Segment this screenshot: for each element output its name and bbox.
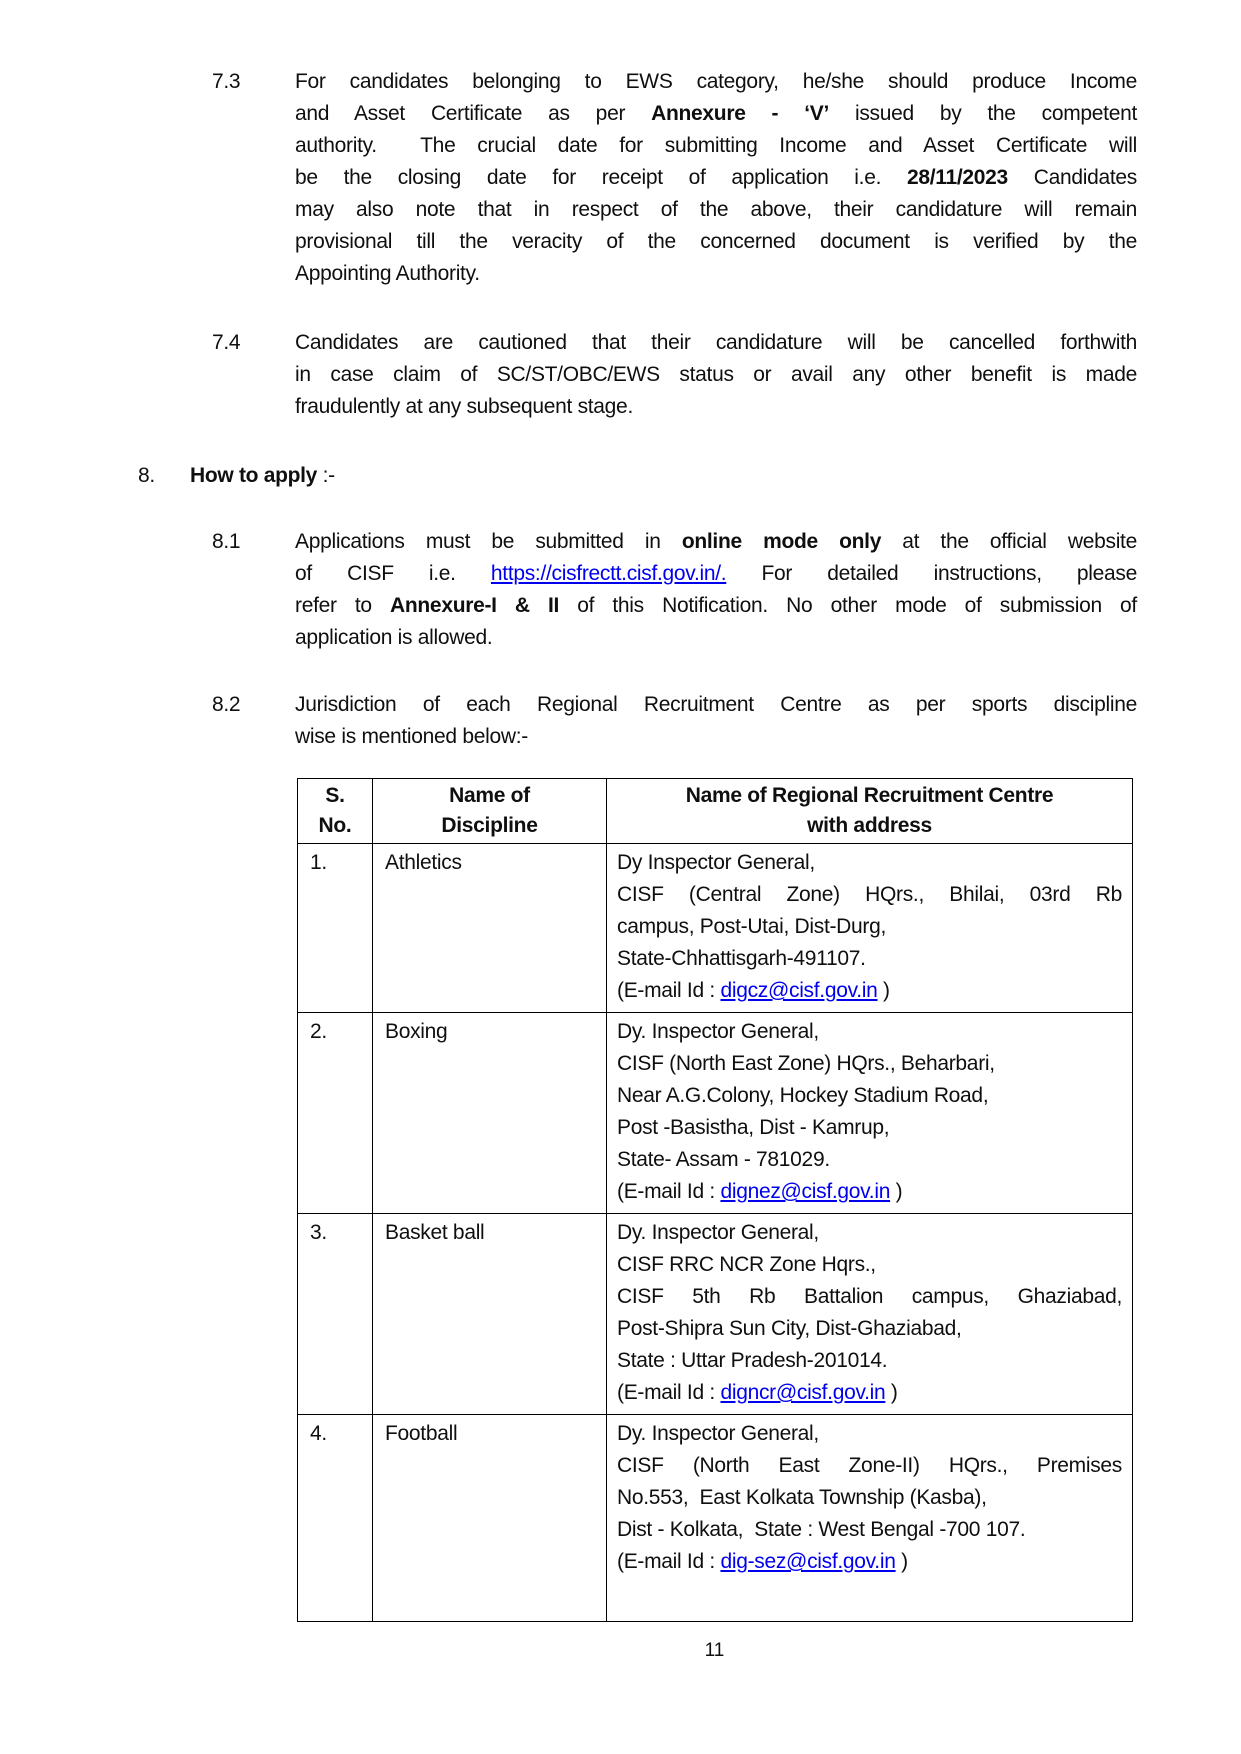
text-run: Dy. Inspector General, xyxy=(617,1221,819,1244)
text-run: campus, Post-Utai, Dist-Durg, xyxy=(617,915,887,938)
text-run: and Asset Certificate as per xyxy=(295,102,652,125)
text-run: issued by the competent xyxy=(828,102,1137,125)
text-line xyxy=(617,1377,1122,1409)
text-line xyxy=(295,590,1137,622)
header-cell-discipline xyxy=(373,779,607,844)
table-row-3 xyxy=(298,1214,1133,1415)
text-run: Candidates xyxy=(1007,166,1137,189)
address-cell xyxy=(607,1013,1133,1214)
text-line xyxy=(295,194,1137,226)
header-line: S. xyxy=(325,784,345,807)
section-text xyxy=(295,66,1137,290)
address-cell xyxy=(607,1415,1133,1622)
text-line xyxy=(617,1313,1122,1345)
email-link-digcz[interactable]: digcz@cisf.gov.in xyxy=(720,979,878,1002)
jurisdiction-table xyxy=(297,778,1133,1622)
text-run: State-Chhattisgarh-491107. xyxy=(617,947,866,970)
table-header-row xyxy=(298,779,1133,844)
header-cell-rrc xyxy=(607,779,1133,844)
text-run: (E-mail Id : xyxy=(617,1550,721,1573)
text-line xyxy=(295,526,1137,558)
text-run: ) xyxy=(895,1550,908,1573)
text-run: (E-mail Id : xyxy=(617,1381,721,1404)
text-line xyxy=(295,130,1137,162)
text-line xyxy=(617,1514,1122,1546)
section-number: 8.1 xyxy=(212,530,241,553)
text-line xyxy=(617,1144,1122,1176)
text-line xyxy=(617,1345,1122,1377)
section-text xyxy=(295,689,1137,753)
text-line xyxy=(617,1418,1122,1450)
text-line xyxy=(617,1450,1122,1482)
text-line xyxy=(295,558,1137,590)
text-line xyxy=(190,460,1137,492)
text-run: Appointing Authority. xyxy=(295,262,480,285)
text-run: (E-mail Id : xyxy=(617,979,721,1002)
sno-cell: 4. xyxy=(298,1415,373,1622)
discipline-cell: Basket ball xyxy=(373,1214,607,1415)
text-run: ) xyxy=(890,1180,903,1203)
discipline-cell: Athletics xyxy=(373,844,607,1013)
text-line xyxy=(617,1112,1122,1144)
text-line xyxy=(617,1217,1122,1249)
bold-text-run: How to apply xyxy=(190,464,318,487)
text-line xyxy=(295,689,1137,721)
section-7-4 xyxy=(138,327,1137,423)
text-run: CISF (Central Zone) HQrs., Bhilai, 03rd Rb xyxy=(617,883,1122,906)
text-line xyxy=(295,391,1137,423)
email-link-dignez[interactable]: dignez@cisf.gov.in xyxy=(720,1180,891,1203)
address-cell xyxy=(607,844,1133,1013)
text-run: fraudulently at any subsequent stage. xyxy=(295,395,633,418)
section-number: 8. xyxy=(138,464,155,487)
text-run: State- Assam - 781029. xyxy=(617,1148,830,1171)
text-run: CISF RRC NCR Zone Hqrs., xyxy=(617,1253,876,1276)
text-line xyxy=(617,911,1122,943)
text-line xyxy=(295,162,1137,194)
text-line xyxy=(295,327,1137,359)
header-line: Discipline xyxy=(441,814,538,837)
text-run: Candidates are cautioned that their candidature will be cancelled forthwith xyxy=(295,331,1137,354)
header-line: No. xyxy=(318,814,352,837)
text-line xyxy=(617,1249,1122,1281)
text-run: be the closing date for receipt of application i.e. xyxy=(295,166,907,189)
section-number: 7.3 xyxy=(212,70,241,93)
text-run: at the official website xyxy=(881,530,1137,553)
section-text xyxy=(190,460,1137,492)
text-run: ) xyxy=(885,1381,898,1404)
text-run: of CISF i.e. xyxy=(295,562,491,585)
text-run: CISF (North East Zone-II) HQrs., Premises xyxy=(617,1454,1122,1477)
address-cell xyxy=(607,1214,1133,1415)
sno-cell: 3. xyxy=(298,1214,373,1415)
header-cell-sno xyxy=(298,779,373,844)
discipline-cell: Boxing xyxy=(373,1013,607,1214)
text-run: Dy Inspector General, xyxy=(617,851,815,874)
text-run: Dy. Inspector General, xyxy=(617,1020,819,1043)
text-line xyxy=(617,1016,1122,1048)
header-line: with address xyxy=(807,814,932,837)
text-run: of this Notification. No other mode of submission of xyxy=(559,594,1137,617)
text-line xyxy=(617,1482,1122,1514)
text-line xyxy=(617,879,1122,911)
page-number: 11 xyxy=(704,1640,725,1661)
text-run: (E-mail Id : xyxy=(617,1180,721,1203)
table-row-2 xyxy=(298,1013,1133,1214)
text-run: Dist - Kolkata, State : West Bengal -700 107. xyxy=(617,1518,1026,1541)
document-content xyxy=(138,66,1137,1667)
text-run: For candidates belonging to EWS category, he/she should produce Income xyxy=(295,70,1137,93)
text-run: in case claim of SC/ST/OBC/EWS status or avail any other benefit is made xyxy=(295,363,1137,386)
text-line xyxy=(295,258,1137,290)
section-number: 7.4 xyxy=(212,331,241,354)
text-line xyxy=(295,721,1137,753)
text-line xyxy=(617,1048,1122,1080)
text-run: wise is mentioned below:- xyxy=(295,725,528,748)
email-link-digncr[interactable]: digncr@cisf.gov.in xyxy=(720,1381,886,1404)
text-run: For detailed instructions, please xyxy=(726,562,1137,585)
text-line xyxy=(617,943,1122,975)
text-run: Near A.G.Colony, Hockey Stadium Road, xyxy=(617,1084,989,1107)
text-line xyxy=(295,359,1137,391)
header-line: Name of Regional Recruitment Centre xyxy=(685,784,1054,807)
document-body xyxy=(138,66,1137,1622)
text-run: No.553, East Kolkata Township (Kasba), xyxy=(617,1486,987,1509)
section-text xyxy=(295,526,1137,654)
text-line xyxy=(617,1080,1122,1112)
section-number: 8.2 xyxy=(212,693,241,716)
sno-cell: 1. xyxy=(298,844,373,1013)
text-run: :- xyxy=(317,464,335,487)
text-run: authority. The crucial date for submitting Income and Asset Certificate will xyxy=(295,134,1137,157)
text-run: State : Uttar Pradesh-201014. xyxy=(617,1349,888,1372)
text-run: may also note that in respect of the above, their candidature will remain xyxy=(295,198,1137,221)
text-line xyxy=(295,622,1137,654)
text-line xyxy=(617,847,1122,879)
text-run: Post -Basistha, Dist - Kamrup, xyxy=(617,1116,890,1139)
text-run: ) xyxy=(877,979,890,1002)
section-8-2 xyxy=(138,689,1137,753)
section-8-1 xyxy=(138,526,1137,654)
bold-text-run: online mode only xyxy=(681,530,882,553)
bold-text-run: 28/11/2023 xyxy=(906,166,1008,189)
text-run: provisional till the veracity of the concerned document is verified by the xyxy=(295,230,1137,253)
text-line xyxy=(295,66,1137,98)
text-line xyxy=(617,975,1122,1007)
website-link[interactable]: https://cisfrectt.cisf.gov.in/. xyxy=(490,562,727,585)
text-run: application is allowed. xyxy=(295,626,493,649)
text-line xyxy=(617,1176,1122,1208)
bold-text-run: Annexure - ‘V’ xyxy=(651,102,829,125)
text-run: Post-Shipra Sun City, Dist-Ghaziabad, xyxy=(617,1317,962,1340)
text-run: CISF (North East Zone) HQrs., Beharbari, xyxy=(617,1052,995,1075)
table-row-1 xyxy=(298,844,1133,1013)
section-8-heading xyxy=(138,460,1137,492)
section-text xyxy=(295,327,1137,423)
header-line: Name of xyxy=(449,784,530,807)
sno-cell: 2. xyxy=(298,1013,373,1214)
text-run: refer to xyxy=(295,594,391,617)
text-line xyxy=(617,1281,1122,1313)
text-run: Jurisdiction of each Regional Recruitment Centre as per sports discipline xyxy=(295,693,1137,716)
text-run: CISF 5th Rb Battalion campus, Ghaziabad, xyxy=(617,1285,1122,1308)
table-row-4 xyxy=(298,1415,1133,1622)
text-line xyxy=(617,1546,1122,1578)
email-link-dig-sez[interactable]: dig-sez@cisf.gov.in xyxy=(720,1550,896,1573)
section-7-3 xyxy=(138,66,1137,290)
text-run: Dy. Inspector General, xyxy=(617,1422,819,1445)
bold-text-run: Annexure-I & II xyxy=(390,594,560,617)
discipline-cell: Football xyxy=(373,1415,607,1622)
text-line xyxy=(295,98,1137,130)
text-run: Applications must be submitted in xyxy=(295,530,682,553)
text-line xyxy=(295,226,1137,258)
